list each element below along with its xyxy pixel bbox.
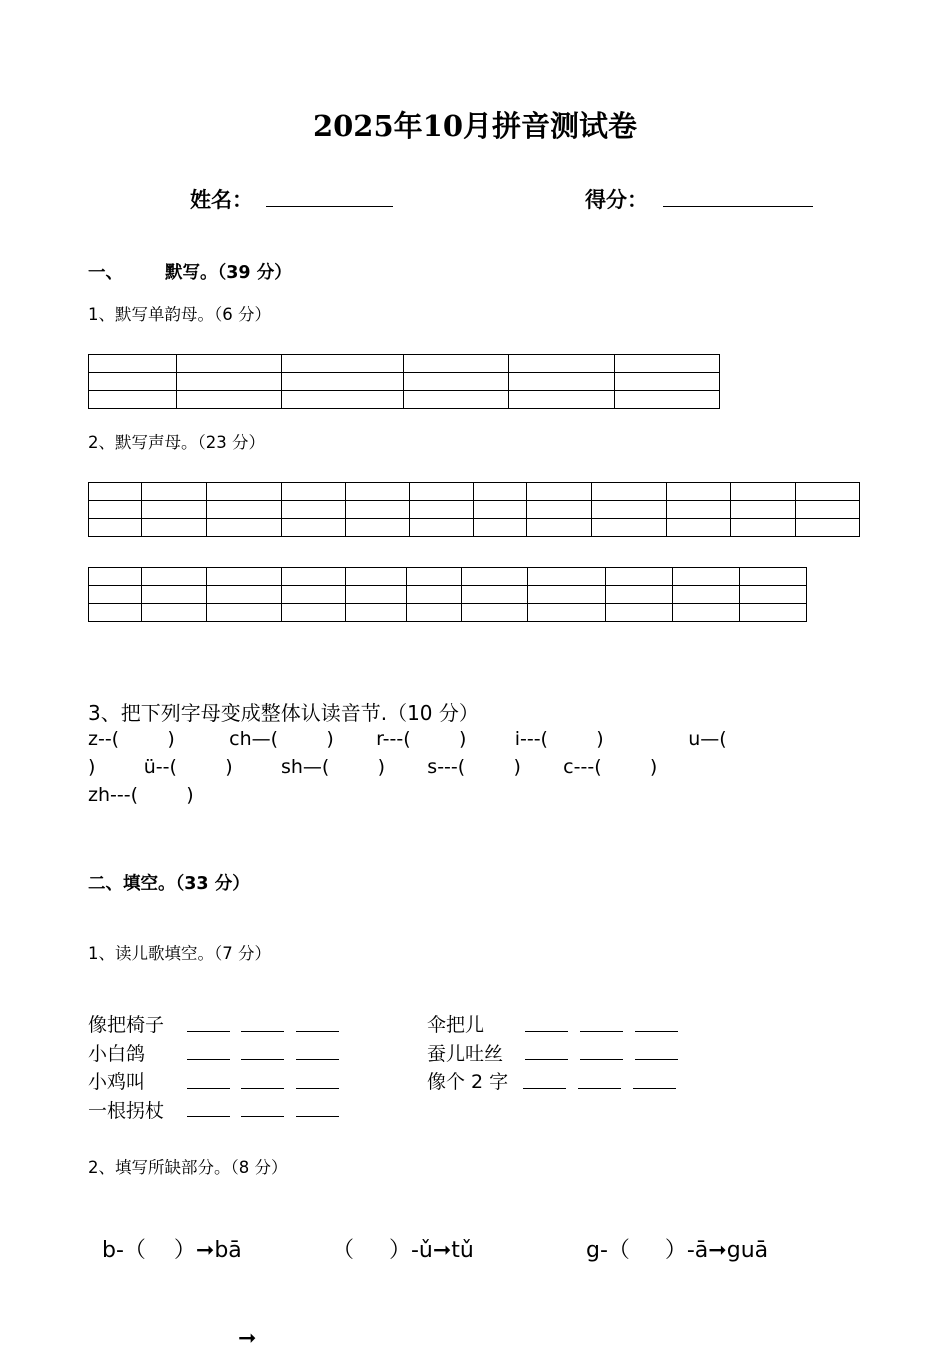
equation-right: bā bbox=[214, 1238, 242, 1263]
grid-cell[interactable] bbox=[206, 501, 281, 519]
right-arrow-icon: ➞ bbox=[708, 1238, 727, 1263]
grid-cell[interactable] bbox=[462, 568, 528, 586]
page-title: 2025年10月拼音测试卷 bbox=[312, 109, 638, 143]
question-2-2: 2、填写所缺部分。（8 分） bbox=[88, 1158, 288, 1177]
grid-cell[interactable] bbox=[606, 604, 673, 622]
grid-cell[interactable] bbox=[592, 519, 667, 537]
grid-cell[interactable] bbox=[740, 586, 807, 604]
blank-line[interactable] bbox=[523, 1088, 566, 1089]
grid-cell[interactable] bbox=[592, 501, 667, 519]
rhyme-label: 小鸡叫 bbox=[88, 1071, 146, 1093]
grid-cell[interactable] bbox=[740, 604, 807, 622]
grid-cell[interactable] bbox=[667, 519, 731, 537]
equation-right: tǔ bbox=[451, 1238, 474, 1263]
grid-cell[interactable] bbox=[527, 483, 592, 501]
name-field[interactable] bbox=[266, 206, 393, 207]
grid-cell[interactable] bbox=[406, 604, 462, 622]
grid-cell[interactable] bbox=[89, 519, 142, 537]
finals-grid bbox=[88, 354, 720, 409]
grid-cell[interactable] bbox=[606, 568, 673, 586]
grid-cell[interactable] bbox=[615, 355, 720, 373]
blank-line[interactable] bbox=[241, 1116, 284, 1117]
grid-cell[interactable] bbox=[615, 391, 720, 409]
grid-cell[interactable] bbox=[474, 501, 527, 519]
grid-cell[interactable] bbox=[731, 519, 796, 537]
grid-cell[interactable] bbox=[474, 519, 527, 537]
question-1-1: 1、默写单韵母。（6 分） bbox=[88, 305, 271, 324]
blank-line[interactable] bbox=[296, 1116, 339, 1117]
grid-cell[interactable] bbox=[89, 586, 142, 604]
grid-cell[interactable] bbox=[345, 519, 409, 537]
equation-left: b-（ ） bbox=[102, 1238, 196, 1263]
section2-heading: 二、填空。（33 分） bbox=[88, 874, 250, 894]
grid-cell[interactable] bbox=[89, 391, 177, 409]
grid-cell[interactable] bbox=[409, 501, 474, 519]
blank-line[interactable] bbox=[525, 1059, 568, 1060]
blank-line[interactable] bbox=[635, 1031, 678, 1032]
grid-cell[interactable] bbox=[281, 355, 404, 373]
grid-cell[interactable] bbox=[474, 483, 527, 501]
blank-line[interactable] bbox=[187, 1031, 230, 1032]
blank-line[interactable] bbox=[580, 1031, 623, 1032]
blank-line[interactable] bbox=[187, 1059, 230, 1060]
grid-cell[interactable] bbox=[673, 568, 740, 586]
blank-line[interactable] bbox=[633, 1088, 676, 1089]
grid-cell[interactable] bbox=[141, 501, 206, 519]
grid-cell[interactable] bbox=[281, 519, 345, 537]
grid-cell[interactable] bbox=[592, 483, 667, 501]
grid-cell[interactable] bbox=[673, 604, 740, 622]
grid-cell[interactable] bbox=[673, 586, 740, 604]
rhyme-label: 蚕儿吐丝 bbox=[427, 1043, 504, 1065]
grid-cell[interactable] bbox=[528, 604, 606, 622]
grid-cell[interactable] bbox=[206, 483, 281, 501]
grid-cell[interactable] bbox=[462, 586, 528, 604]
grid-cell[interactable] bbox=[176, 391, 281, 409]
grid-cell[interactable] bbox=[206, 568, 281, 586]
spelling-equation-2 bbox=[318, 1208, 474, 1264]
rhyme-label: 伞把儿 bbox=[427, 1014, 485, 1036]
blank-line[interactable] bbox=[578, 1088, 621, 1089]
grid-cell[interactable] bbox=[141, 568, 206, 586]
grid-cell[interactable] bbox=[528, 568, 606, 586]
grid-cell[interactable] bbox=[409, 483, 474, 501]
grid-cell[interactable] bbox=[281, 568, 345, 586]
equation-left: g-（ ）-ā bbox=[586, 1238, 709, 1263]
spelling-equation-3 bbox=[572, 1208, 768, 1264]
grid-cell[interactable] bbox=[176, 355, 281, 373]
question-1-2: 2、默写声母。（23 分） bbox=[88, 433, 265, 452]
syllable-line-2: ) ü--( ) sh—( ) s---( ) c---( ) bbox=[88, 756, 658, 778]
section1-number: 一、 bbox=[88, 263, 123, 283]
grid-cell[interactable] bbox=[89, 373, 177, 391]
grid-cell[interactable] bbox=[281, 373, 404, 391]
rhyme-label: 一根拐杖 bbox=[88, 1100, 165, 1122]
rhyme-label: 像个 2 字 bbox=[427, 1071, 509, 1093]
grid-cell[interactable] bbox=[795, 483, 859, 501]
grid-cell[interactable] bbox=[667, 483, 731, 501]
grid-cell[interactable] bbox=[509, 391, 615, 409]
grid-cell[interactable] bbox=[141, 483, 206, 501]
right-arrow-icon: ➞ bbox=[432, 1238, 452, 1263]
grid-cell[interactable] bbox=[404, 391, 509, 409]
score-field[interactable] bbox=[663, 206, 813, 207]
grid-cell[interactable] bbox=[606, 586, 673, 604]
rhyme-label: 小白鸽 bbox=[88, 1043, 146, 1065]
grid-cell[interactable] bbox=[462, 604, 528, 622]
initials-grid-2 bbox=[88, 567, 807, 622]
grid-cell[interactable] bbox=[89, 604, 142, 622]
grid-cell[interactable] bbox=[404, 373, 509, 391]
grid-cell[interactable] bbox=[615, 373, 720, 391]
grid-cell[interactable] bbox=[527, 519, 592, 537]
initials-grid-1 bbox=[88, 482, 860, 537]
grid-cell[interactable] bbox=[89, 355, 177, 373]
grid-cell[interactable] bbox=[345, 483, 409, 501]
grid-cell[interactable] bbox=[528, 586, 606, 604]
grid-cell[interactable] bbox=[406, 568, 462, 586]
grid-cell[interactable] bbox=[206, 586, 281, 604]
grid-cell[interactable] bbox=[667, 501, 731, 519]
blank-line[interactable] bbox=[580, 1059, 623, 1060]
grid-cell[interactable] bbox=[345, 586, 406, 604]
grid-cell[interactable] bbox=[795, 519, 859, 537]
blank-line[interactable] bbox=[296, 1088, 339, 1089]
grid-cell[interactable] bbox=[731, 483, 796, 501]
equation-left: （ ）-ǔ bbox=[332, 1238, 433, 1263]
grid-cell[interactable] bbox=[281, 501, 345, 519]
grid-cell[interactable] bbox=[345, 604, 406, 622]
grid-cell[interactable] bbox=[281, 483, 345, 501]
grid-cell[interactable] bbox=[409, 519, 474, 537]
question-2-1: 1、读儿歌填空。（7 分） bbox=[88, 944, 271, 963]
blank-line[interactable] bbox=[296, 1031, 339, 1032]
grid-cell[interactable] bbox=[527, 501, 592, 519]
grid-cell[interactable] bbox=[404, 355, 509, 373]
equation-right: guā bbox=[726, 1238, 769, 1263]
blank-line[interactable] bbox=[241, 1088, 284, 1089]
grid-cell[interactable] bbox=[89, 501, 142, 519]
blank-line[interactable] bbox=[187, 1088, 230, 1089]
blank-line[interactable] bbox=[187, 1116, 230, 1117]
grid-cell[interactable] bbox=[281, 604, 345, 622]
grid-cell[interactable] bbox=[345, 501, 409, 519]
blank-line[interactable] bbox=[525, 1031, 568, 1032]
grid-cell[interactable] bbox=[795, 501, 859, 519]
right-arrow-icon: ➞ bbox=[238, 1326, 257, 1351]
grid-cell[interactable] bbox=[406, 586, 462, 604]
blank-line[interactable] bbox=[296, 1059, 339, 1060]
grid-cell[interactable] bbox=[740, 568, 807, 586]
grid-cell[interactable] bbox=[141, 586, 206, 604]
grid-cell[interactable] bbox=[141, 519, 206, 537]
spelling-equation-1 bbox=[88, 1208, 242, 1264]
blank-line[interactable] bbox=[241, 1059, 284, 1060]
grid-cell[interactable] bbox=[509, 373, 615, 391]
grid-cell[interactable] bbox=[89, 568, 142, 586]
grid-cell[interactable] bbox=[509, 355, 615, 373]
score-label: 得分： bbox=[585, 188, 648, 212]
grid-cell[interactable] bbox=[206, 519, 281, 537]
section1-heading: 默写。（39 分） bbox=[165, 263, 292, 283]
grid-cell[interactable] bbox=[176, 373, 281, 391]
grid-cell[interactable] bbox=[281, 586, 345, 604]
rhyme-label: 像把椅子 bbox=[88, 1014, 165, 1036]
grid-cell[interactable] bbox=[206, 604, 281, 622]
syllable-line-3: zh---( ) bbox=[88, 784, 194, 806]
grid-cell[interactable] bbox=[731, 501, 796, 519]
grid-cell[interactable] bbox=[281, 391, 404, 409]
question-1-3: 3、把下列字母变成整体认读音节.（10 分） bbox=[88, 701, 479, 725]
grid-cell[interactable] bbox=[89, 483, 142, 501]
name-label: 姓名： bbox=[190, 188, 253, 212]
grid-cell[interactable] bbox=[345, 568, 406, 586]
blank-line[interactable] bbox=[635, 1059, 678, 1060]
right-arrow-icon: ➞ bbox=[195, 1238, 215, 1263]
grid-cell[interactable] bbox=[141, 604, 206, 622]
syllable-line-1: z--( ) ch—( ) r---( ) i---( ) u—( bbox=[88, 728, 727, 750]
blank-line[interactable] bbox=[241, 1031, 284, 1032]
